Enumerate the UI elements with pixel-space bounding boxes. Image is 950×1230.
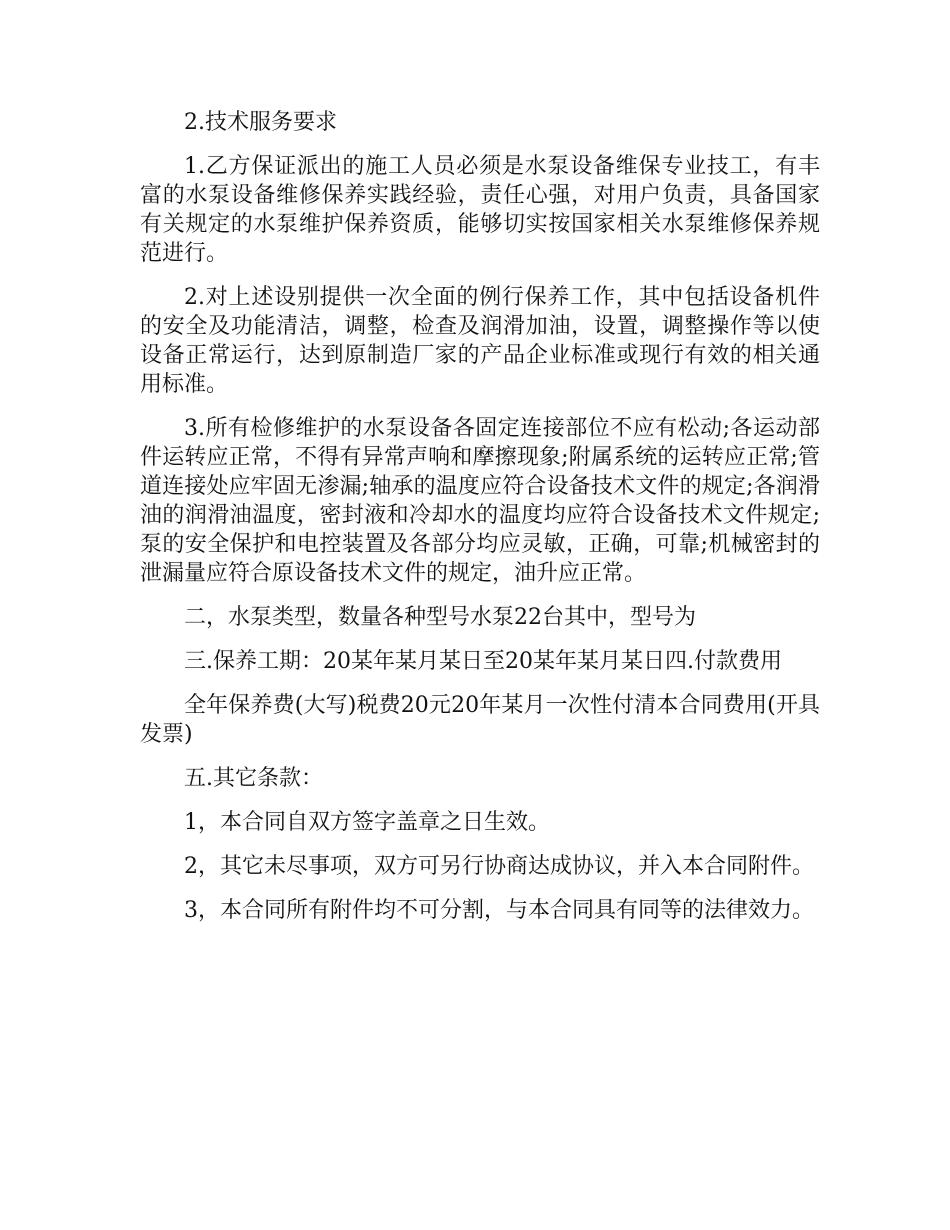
section-heading-technical-requirements: 2.技术服务要求 (184, 110, 337, 135)
paragraph-staff-qualification: 1.乙方保证派出的施工人员必须是水泵设备维保专业技工，有丰富的水泵设备维修保养实践经验，责任心强，对用户负责，具备国家有关规定的水泵维护保养资质，能够切实按国家相关水泵维修保养规范进行。 (140, 154, 820, 266)
paragraph-annual-fee: 全年保养费(大写)税费20元20年某月一次性付清本合同费用(开具发票) (140, 693, 820, 747)
paragraph-term-1: 1，本合同自双方签字盖章之日生效。 (184, 810, 550, 835)
paragraph-routine-maintenance: 2.对上述设别提供一次全面的例行保养工作，其中包括设备机件的安全及功能清洁，调整，检查及润滑加油，设置，调整操作等以使设备正常运行，达到原制造厂家的产品企业标准或现行有效的相关通用标准。 (140, 285, 820, 397)
paragraph-inspection-standards: 3.所有检修维护的水泵设备各固定连接部位不应有松动;各运动部件运转应正常，不得有异常声响和摩擦现象;附属系统的运转应正常;管道连接处应牢固无渗漏;轴承的温度应符合设备技术文件的规定;各润滑油的润滑油温度，密封液和冷却水的温度均应符合设备技术文件规定;泵的安全保护和电控装置及各部分均应灵敏，正确，可靠;机械密封的泄漏量应符合原设备技术文件的规定，油升应正常。 (140, 416, 820, 586)
paragraph-term-3: 3，本合同所有附件均不可分割，与本合同具有同等的法律效力。 (184, 898, 814, 923)
paragraph-maintenance-period: 三.保养工期：20某年某月某日至20某年某月某日四.付款费用 (184, 649, 782, 674)
section-heading-other-terms: 五.其它条款： (184, 766, 323, 791)
paragraph-pump-types: 二，水泵类型，数量各种型号水泵22台其中，型号为 (184, 605, 696, 630)
paragraph-term-2: 2，其它未尽事项，双方可另行协商达成协议，并入本合同附件。 (184, 854, 814, 879)
document-body (140, 108, 820, 940)
